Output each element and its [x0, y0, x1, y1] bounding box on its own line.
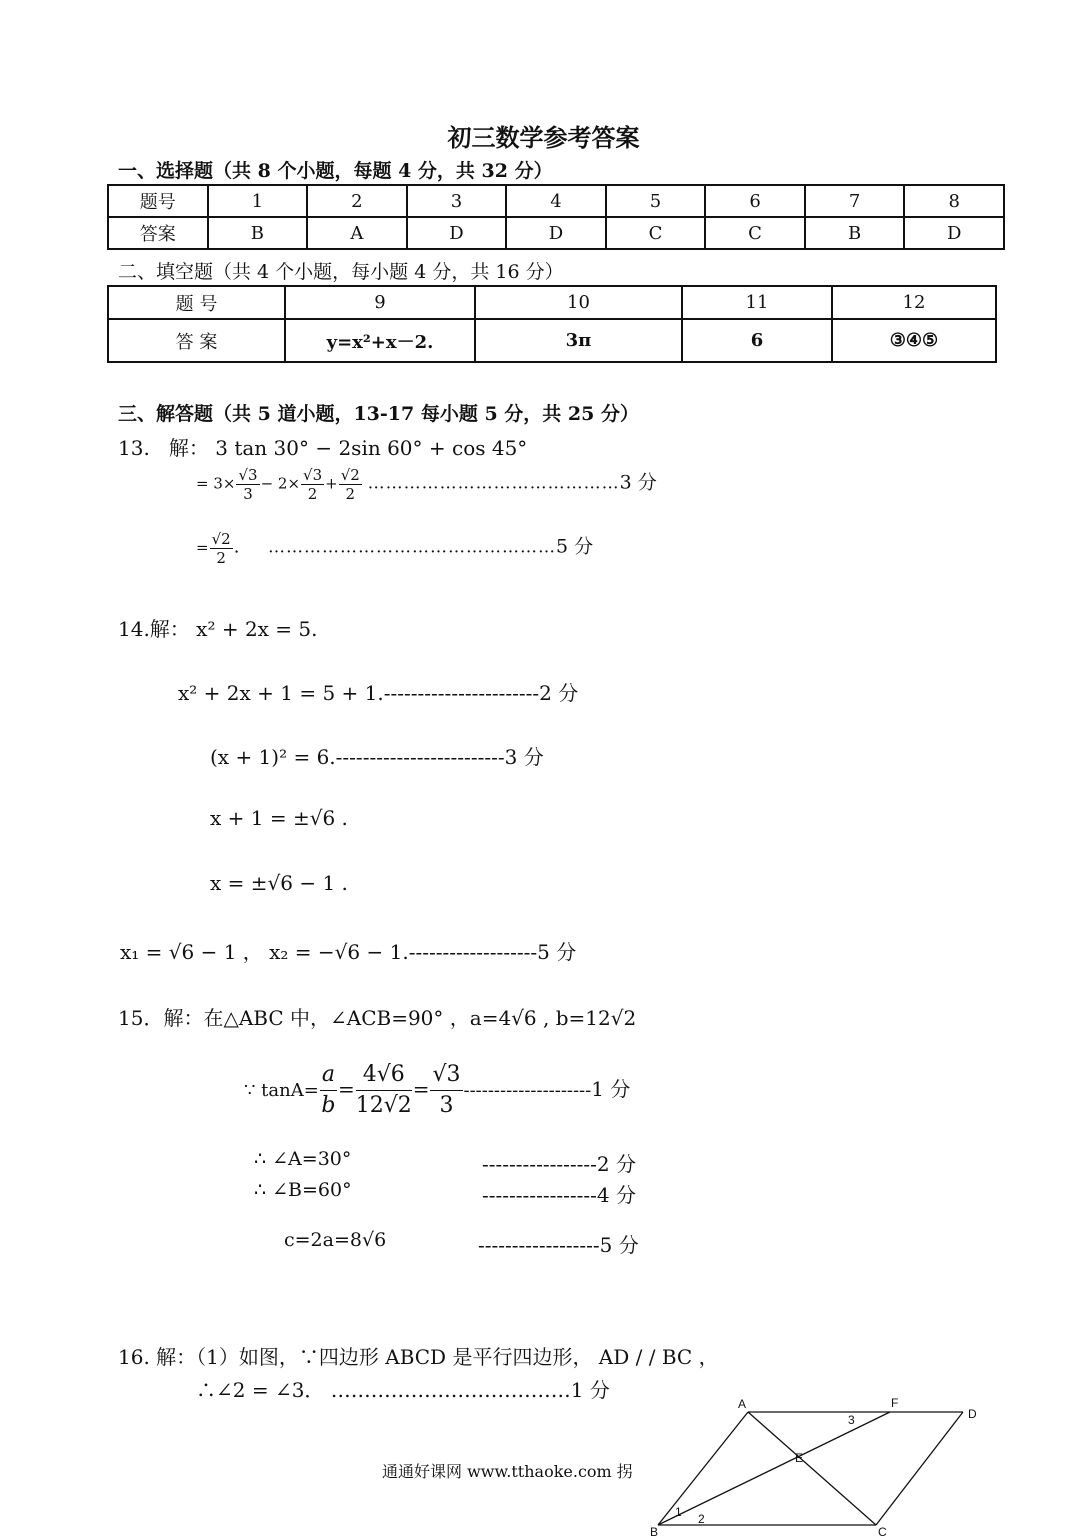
math-text: ∵ tanA= — [244, 1080, 319, 1101]
table-row — [108, 185, 1004, 217]
fraction — [430, 1060, 462, 1121]
math-text: − 2× — [260, 474, 301, 493]
equation: x + 1 = ±√6 . — [210, 806, 348, 830]
denominator: 2 — [307, 485, 318, 503]
table-cell: ③④⑤ — [832, 319, 996, 362]
page-title: 初三数学参考答案 — [447, 123, 640, 152]
dash-leader: --------------------- — [463, 1080, 592, 1101]
table-cell: 11 — [682, 286, 832, 319]
dash-leader: ----------------- — [482, 1183, 597, 1207]
segment-ab — [658, 1412, 748, 1525]
equation: x² + 2x = 5. — [196, 617, 318, 641]
q14-step3 — [210, 806, 348, 830]
table-cell: y=x²+x－2. — [285, 319, 475, 362]
table-row — [108, 319, 996, 362]
math-text: + — [325, 474, 338, 493]
q15-step3-score — [478, 1229, 639, 1258]
dot-leader: ………………………………………… — [268, 537, 557, 558]
q15-step3 — [284, 1229, 386, 1251]
equation: ∴ ∠B=60° — [254, 1179, 352, 1201]
math-text: . — [233, 536, 240, 558]
score-label: 5 分 — [556, 535, 594, 558]
table-cell: D — [407, 217, 507, 249]
table-cell: 8 — [904, 185, 1004, 217]
angle-label-3: 3 — [848, 1413, 855, 1427]
q13-line2 — [196, 466, 657, 503]
numerator: √2 — [340, 466, 360, 484]
math-text: = 3× — [196, 474, 236, 493]
q16-line1: 16. 解：（1）如图，∵四边形 ABCD 是平行四边形， AD / / BC ， — [118, 1345, 719, 1369]
q14-line1 — [118, 613, 318, 642]
denominator: 12√2 — [355, 1093, 412, 1118]
table-cell: 题 号 — [108, 286, 285, 319]
score-label: 3 分 — [619, 471, 657, 494]
table-cell: 7 — [805, 185, 905, 217]
score-label: 5 分 — [599, 1233, 639, 1257]
segment-bf — [658, 1412, 890, 1525]
table-cell: 4 — [506, 185, 606, 217]
fraction — [210, 530, 233, 567]
q15-tan-line: ∵ tanA= $\frac{a}{b}$ = $\frac{4√6}{12√2}$ = $\frac{√3}{3}$ ---------------------1 分 — [244, 1060, 630, 1121]
dash-leader: ------------------- — [408, 940, 538, 964]
score-label: 3 分 — [504, 745, 544, 769]
score-label: 2 分 — [596, 1152, 636, 1176]
label-f: F — [891, 1396, 899, 1410]
table-cell: 5 — [606, 185, 706, 217]
q15-step2 — [254, 1179, 352, 1201]
q13-solve: 解： — [168, 436, 209, 460]
equation: c=2a=8√6 — [284, 1229, 387, 1251]
score-label: 2 分 — [539, 681, 579, 705]
section3-heading: 三、解答题（共 5 道小题，13-17 每小题 5 分，共 25 分） — [118, 403, 639, 425]
table-cell: D — [904, 217, 1004, 249]
numerator: 4√6 — [356, 1060, 412, 1091]
dot-leader: …………………………………… — [367, 473, 620, 494]
fraction — [339, 466, 362, 503]
q13-label: 13. — [118, 436, 150, 460]
denominator: 2 — [345, 485, 356, 503]
score-label: 5 分 — [537, 940, 577, 964]
q14-step4 — [210, 871, 348, 895]
dash-leader: ------------------------- — [335, 745, 505, 769]
label-e: E — [795, 1451, 804, 1465]
table-cell: 题号 — [108, 185, 208, 217]
table-cell: 3 — [407, 185, 507, 217]
q13-expression: 3 tan 30° − 2sin 60° + cos 45° — [215, 436, 528, 460]
table-cell: 2 — [307, 185, 407, 217]
q15-intro: 15．解：在△ABC 中，∠ACB=90° ，a=4√6 , b=12√2 — [118, 1006, 637, 1030]
label-d: D — [968, 1407, 977, 1421]
table-cell: A — [307, 217, 407, 249]
numerator: √2 — [211, 530, 231, 548]
label-c: C — [878, 1525, 887, 1536]
table-cell: B — [805, 217, 905, 249]
fraction — [236, 466, 259, 503]
table-cell: 答 案 — [108, 319, 285, 362]
numerator: √3 — [430, 1060, 462, 1091]
table-cell: 10 — [475, 286, 682, 319]
table-cell: B — [208, 217, 308, 249]
dash-leader: ------------------ — [478, 1233, 600, 1257]
table-cell: 12 — [832, 286, 996, 319]
denominator: 3 — [439, 1093, 454, 1118]
q14-step1 — [178, 677, 578, 706]
fill-answer-table — [107, 285, 997, 363]
q14-result — [120, 936, 576, 965]
numerator: a — [320, 1060, 337, 1091]
fraction — [320, 1060, 337, 1121]
denominator: 3 — [243, 485, 253, 503]
table-cell: 9 — [285, 286, 475, 319]
q13-line1 — [118, 432, 527, 461]
q16-line2: ∴∠2 = ∠3． ………………………………1 分 — [196, 1378, 610, 1402]
parallelogram-figure — [640, 1390, 985, 1536]
fraction — [301, 466, 324, 503]
q14-label: 14.解： — [118, 617, 190, 641]
table-cell: C — [606, 217, 706, 249]
equation: x₁ = √6 − 1 ， x₂ = −√6 − 1. — [120, 940, 409, 964]
fraction — [356, 1060, 412, 1121]
denominator: 2 — [216, 549, 226, 567]
table-row — [108, 286, 996, 319]
section2-heading: 二、填空题（共 4 个小题，每小题 4 分，共 16 分） — [118, 261, 564, 283]
q15-step1-score — [482, 1148, 636, 1177]
angle-label-2: 2 — [698, 1512, 705, 1526]
angle-label-1: 1 — [675, 1505, 682, 1519]
table-cell: 3π — [475, 319, 682, 362]
dash-leader: ----------------- — [482, 1152, 597, 1176]
section1-heading: 一、选择题（共 8 个小题，每题 4 分，共 32 分） — [118, 160, 553, 182]
table-row — [108, 217, 1004, 249]
score-label: 1 分 — [591, 1077, 631, 1101]
numerator: √3 — [303, 466, 323, 484]
table-cell: C — [705, 217, 805, 249]
label-a: A — [738, 1397, 747, 1411]
table-cell: 6 — [682, 319, 832, 362]
math-text: = — [196, 538, 209, 557]
choice-answer-table — [107, 184, 1005, 250]
q14-step2 — [210, 741, 544, 770]
segment-ac — [748, 1412, 876, 1525]
label-b: B — [650, 1525, 659, 1536]
denominator: b — [321, 1093, 336, 1118]
footer-watermark: 通通好课网 www.tthaoke.com 拐 — [382, 1462, 633, 1481]
equation: x² + 2x + 1 = 5 + 1. — [178, 681, 384, 705]
equation: ∴ ∠A=30° — [254, 1148, 352, 1170]
table-cell: 答案 — [108, 217, 208, 249]
table-cell: D — [506, 217, 606, 249]
segment-dc — [876, 1412, 963, 1525]
q13-line3 — [196, 530, 593, 567]
q15-step2-score — [482, 1179, 636, 1208]
numerator: √3 — [238, 466, 258, 484]
score-label: 4 分 — [596, 1183, 636, 1207]
dash-leader: ----------------------- — [383, 681, 540, 705]
q15-step1 — [254, 1148, 351, 1170]
table-cell: 6 — [705, 185, 805, 217]
equation: x = ±√6 − 1 . — [210, 871, 348, 895]
table-cell: 1 — [208, 185, 308, 217]
equation: (x + 1)² = 6. — [210, 745, 336, 769]
